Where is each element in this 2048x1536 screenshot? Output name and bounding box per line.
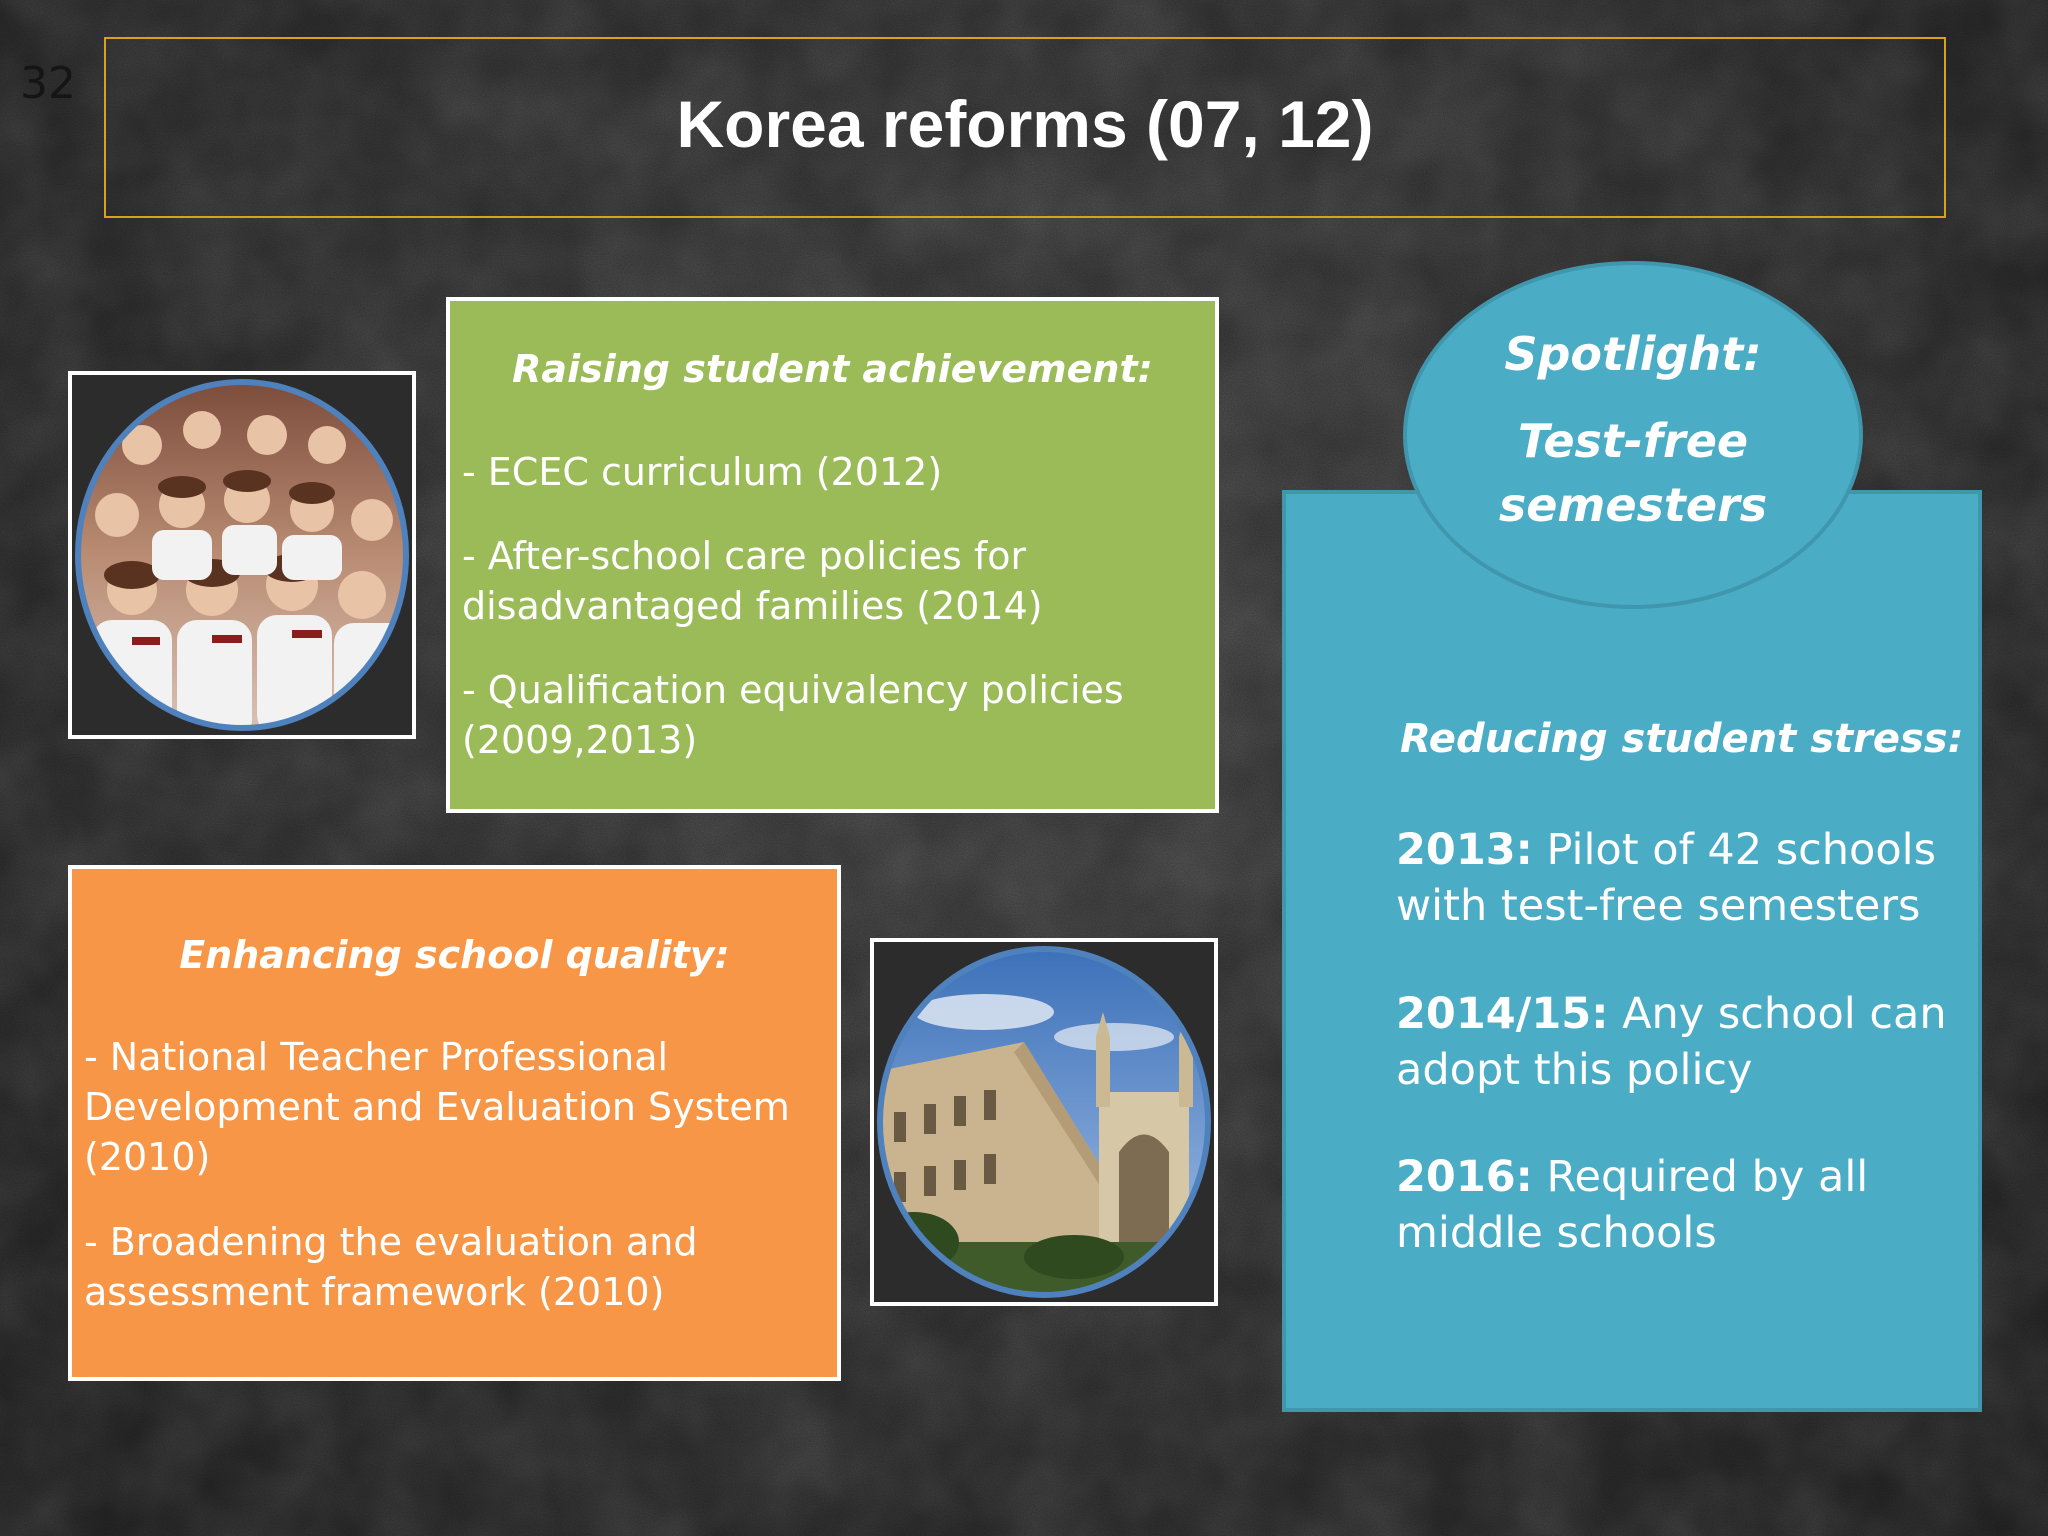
stress-item-year: 2014/15: (1396, 989, 1609, 1039)
title-box (104, 37, 1946, 218)
spotlight-panel (1282, 490, 1982, 1412)
stress-item (1396, 1149, 1956, 1261)
stress-heading: Reducing student stress: (1400, 716, 1964, 762)
slide-title: Korea reforms (07, 12) (676, 86, 1374, 161)
spotlight-title-line1: Test-free (1517, 414, 1749, 468)
achievement-heading: Raising student achievement: (512, 347, 1153, 391)
stress-item (1396, 822, 1956, 934)
stress-item (1396, 986, 1956, 1098)
stress-item-text: Pilot of 42 schools with test-free semesters (1396, 825, 1937, 931)
achievement-item: - Qualification equivalency policies (2009,2013) (462, 668, 1124, 762)
spotlight-label: Spotlight: (1504, 327, 1762, 381)
students-photo-image (72, 375, 412, 735)
stress-item-text: Any school can adopt this policy (1396, 989, 1947, 1095)
spotlight-title-line2: semesters (1498, 478, 1768, 532)
quality-heading: Enhancing school quality: (179, 933, 730, 977)
students-photo (68, 371, 416, 739)
university-photo (870, 938, 1218, 1306)
stress-item-year: 2016: (1396, 1152, 1533, 1202)
quality-item: - National Teacher Professional Development and Evaluation System (2010) (84, 1035, 790, 1179)
quality-box (68, 865, 841, 1381)
university-photo-image (874, 942, 1214, 1302)
quality-item: - Broadening the evaluation and assessment framework (2010) (84, 1220, 698, 1314)
stress-item-text: Required by all middle schools (1396, 1152, 1869, 1258)
page-number: 32 (20, 58, 76, 109)
achievement-item: - ECEC curriculum (2012) (462, 450, 943, 494)
achievement-item: - After-school care policies for disadvantaged families (2014) (462, 534, 1043, 628)
stress-item-year: 2013: (1396, 825, 1533, 875)
achievement-box (446, 297, 1219, 813)
